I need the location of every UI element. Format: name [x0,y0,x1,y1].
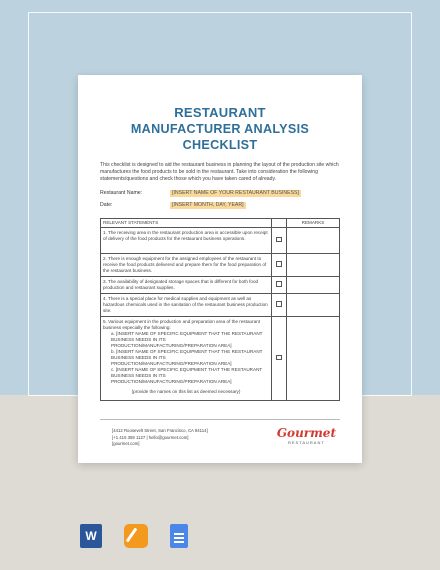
pages-icon[interactable] [124,524,148,548]
restaurant-name-field [100,190,340,197]
statement-text: 4. There is a special place for medical supplies and equipment as well as hazardous chemicals used in the sanitation of the restaurant business production site. [101,294,272,317]
title-line-1: RESTAURANT [174,105,266,120]
doc-line [174,541,184,543]
word-icon[interactable] [80,524,102,548]
checklist-table [100,218,340,401]
statement-cell [101,317,272,401]
equipment-item: c. [INSERT NAME OF SPECIFIC EQUIPMENT THAT THE RESTAURANT BUSINESS NEEDS IN ITS PRODUCTION/MANUFACTURING/PREPARATION AREA] [111,367,263,384]
checkbox-cell[interactable] [272,277,287,294]
logo-brand: Gourmet [276,426,336,440]
date-label: Date: [100,202,113,208]
title-line-2: MANUFACTURER ANALYSIS CHECKLIST [130,122,310,152]
footer-divider [100,419,340,420]
restaurant-name-label: Restaurant Name: [100,190,143,196]
brand-logo [277,427,336,445]
table-row [101,317,340,401]
statement-text: 3. The availability of designated storage spaces that is different for both food production and restaurant supplies. [101,277,272,294]
contact-info [112,428,208,448]
contact-phone-email: [+1 415 359 1127 | hello@gourmet.com] [112,434,189,440]
remarks-cell [287,228,340,254]
header-statements: RELEVANT STATEMENTS [101,219,272,228]
table-row [101,294,340,317]
restaurant-name-value: [INSERT NAME OF YOUR RESTAURANT BUSINESS] [172,190,299,196]
checkbox-icon[interactable] [276,261,282,267]
logo-tag: RESTAURANT [287,440,325,445]
date-value: [INSERT MONTH, DAY, YEAR] [172,202,244,208]
contact-address: [4412 Roosevelt Street, San Francisco, CA 94114] [112,428,208,433]
word-letter: W [85,529,97,543]
doc-line [174,537,184,539]
document-preview[interactable] [78,75,362,463]
header-remarks: REMARKS [287,219,340,228]
checkbox-icon[interactable] [276,355,282,361]
statement-text: 5. Various equipment in the production and preparation area of the restaurant business especially the following: [103,319,260,330]
intro-text: This checklist is designed to aid the restaurant business in planning the layout of the production site which manufactures the food products to be sold in the restaurant. Take into consideration the following statements/questions and check those which you have taken cared of already. [100,162,339,182]
google-docs-icon[interactable] [170,524,188,548]
list-note: (provide the names on this list as deemed necessary) [131,389,241,394]
table-row [101,277,340,294]
remarks-cell [287,277,340,294]
app-icons [80,524,188,548]
table-header-row [101,219,340,228]
remarks-cell [287,317,340,401]
statement-text: 2. There is enough equipment for the assigned employees of the restaurant to receive the food products delivered and prepare them for the food preparation of the restaurant business. [101,254,272,277]
remarks-cell [287,254,340,277]
date-field [100,202,340,209]
table-row [101,254,340,277]
doc-line [174,533,184,535]
checkbox-icon[interactable] [276,237,282,243]
equipment-item: b. [INSERT NAME OF SPECIFIC EQUIPMENT THAT THE RESTAURANT BUSINESS NEEDS IN ITS PRODUCTION/MANUFACTURING/PREPARATION AREA] [111,349,263,366]
pen-glyph [126,528,138,543]
statement-text: 1. The receiving area in the restaurant production area is accessible upon receipt of delivery of the food products for the restaurant business operations. [101,228,272,254]
checkbox-cell[interactable] [272,317,287,401]
checkbox-cell[interactable] [272,254,287,277]
checkbox-cell[interactable] [272,228,287,254]
checkbox-icon[interactable] [276,281,282,287]
contact-web: [gourmet.com] [112,441,140,447]
equipment-item: a. [INSERT NAME OF SPECIFIC EQUIPMENT THAT THE RESTAURANT BUSINESS NEEDS IN ITS PRODUCTION/MANUFACTURING/PREPARATION AREA] [111,331,263,348]
header-check [272,219,287,228]
remarks-cell [287,294,340,317]
table-row [101,228,340,254]
checkbox-cell[interactable] [272,294,287,317]
checkbox-icon[interactable] [276,301,282,307]
document-title [100,105,340,153]
